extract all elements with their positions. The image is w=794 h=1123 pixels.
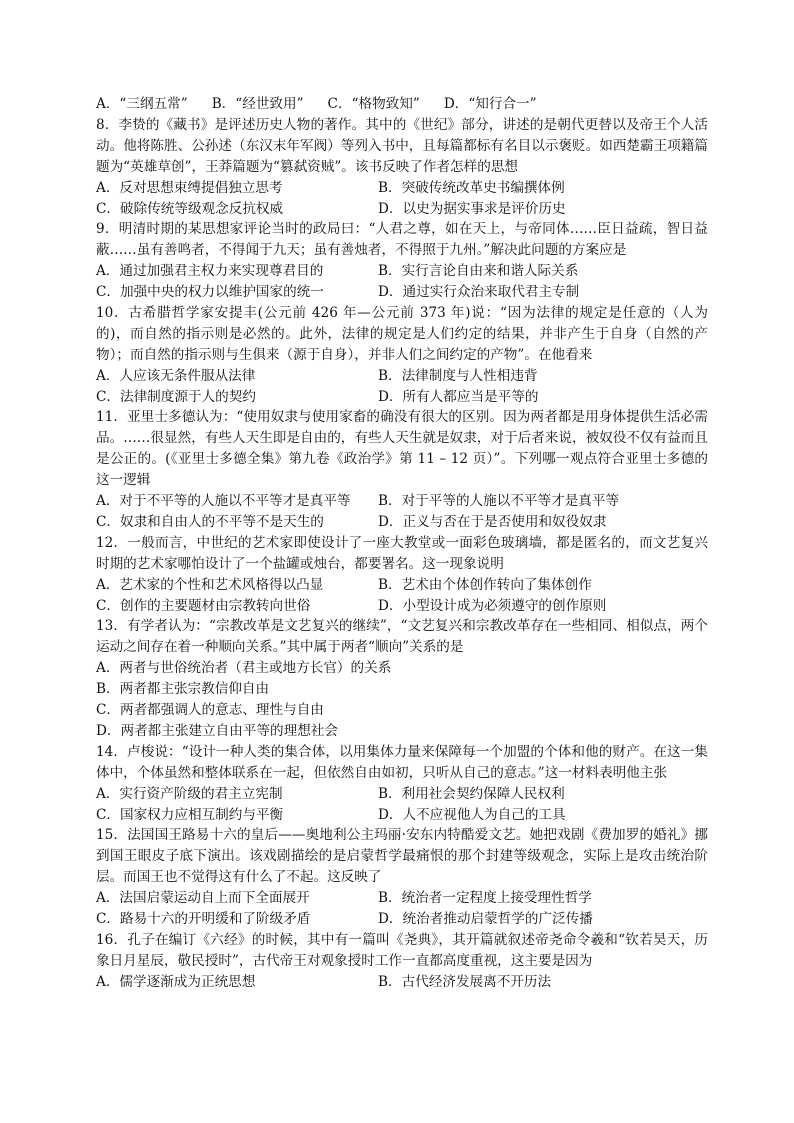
question-stem: 11．亚里士多德认为：“使用奴隶与使用家畜的确没有很大的区别。因为两者都是用身体提供生活必需品。……很显然，有些人天生即是自由的，有些人天生就是奴隶，对于后者来说，被奴役不仅有益而且是公正的。(《亚里士多德全集》第九卷《政治学》第 11 – 12 页）”。下列哪一观点符合亚里士多德的这一逻辑: [96, 409, 708, 489]
option-d: D．正义与否在于是否使用和奴役奴隶: [378, 514, 607, 530]
option-row: [96, 888, 708, 909]
option-b: B．突破传统改革史书编撰体例: [378, 179, 565, 196]
option-b: B．对于平等的人施以不平等才是真平等: [378, 493, 620, 510]
option-row: [96, 512, 708, 533]
option-c: C．国家权力应相互制约与平衡: [96, 806, 284, 823]
option-d: D．以史为据实事求是评价历史: [378, 200, 566, 217]
option-b: B．两者都主张宗教信仰自由: [96, 681, 270, 698]
option-row: [96, 387, 708, 408]
option-row: [96, 261, 708, 282]
option-a: A．艺术家的个性和艺术风格得以凸显: [96, 576, 324, 593]
option-a: A．“三纲五常”: [96, 96, 188, 112]
option-row: [96, 199, 708, 220]
option-a: A．儒学逐渐成为正统思想: [96, 973, 256, 990]
option-c: C．法律制度源于人的契约: [96, 388, 256, 405]
option-row: [96, 491, 708, 512]
option-a: A．两者与世俗统治者（君主或地方长官）的关系: [96, 660, 392, 677]
option-a: A．反对思想束缚提倡独立思考: [96, 179, 283, 196]
question-stem: 10．古希腊哲学家安提丰(公元前 426 年—公元前 373 年)说：“因为法律的规定是任意的（人为的)，而自然的指示则是必然的。此外，法律的规定是人们约定的结果，并非产生于自身（自然的产物）；而自然的指示则与生俱来（源于自身），并非人们之间约定的产物”。在他看来: [96, 304, 708, 363]
option-c: C．破除传统等级观念反抗权威: [96, 200, 284, 217]
question-stem: 14．卢梭说：“设计一种人类的集合体，以用集体力量来保障每一个加盟的个体和他的财产。在这一集体中，个体虽然和整体联系在一起，但依然自由如初，只听从自己的意志。”这一材料表明他主张: [96, 743, 708, 781]
option-d: D．小型设计成为必须遵守的创作原则: [378, 597, 607, 614]
option-b: B．古代经济发展离不开历法: [378, 973, 552, 990]
exam-page: [96, 94, 708, 993]
option-a: A．人应该无条件服从法律: [96, 367, 256, 384]
option-a: A．实行资产阶级的君主立宪制: [96, 785, 283, 802]
option-c: C．奴隶和自由人的不平等不是天生的: [96, 514, 324, 530]
option-d: D．通过实行众治来取代君主专制: [378, 284, 580, 301]
question-stem: 15．法国国王路易十六的皇后——奥地利公主玛丽·安东内特酷爱文艺。她把戏剧《费加罗的婚礼》挪到国王眼皮子底下演出。该戏剧描绘的是启蒙哲学最痛恨的那个封建等级观念，实际上是攻击统治阶层。而国王也不觉得这有什么了不起。这反映了: [96, 827, 708, 886]
option-d: D．人不应视他人为自己的工具: [378, 806, 566, 823]
option-a: A．法国启蒙运动自上而下全面展开: [96, 890, 310, 907]
option-row: [96, 596, 708, 617]
option-row: [96, 909, 708, 930]
option-d: D．统治者推动启蒙哲学的广泛传播: [378, 911, 593, 928]
option-c: C．路易十六的开明缓和了阶级矛盾: [96, 911, 311, 928]
question-stem: 12．一般而言，中世纪的艺术家即使设计了一座大教堂或一面彩色玻璃墙，都是匿名的，而文艺复兴时期的艺术家哪怕设计了一个盐罐或烛台，都要署名。这一现象说明: [96, 534, 708, 572]
option-row: [96, 784, 708, 805]
option-c: C．两者都强调人的意志、理性与自由: [96, 702, 324, 719]
option-b: B．法律制度与人性相违背: [378, 367, 538, 384]
option-b: B．艺术由个体创作转向了集体创作: [378, 576, 592, 593]
option-d: D．两者都主张建立自由平等的理想社会: [96, 722, 338, 739]
option-a: A．对于不平等的人施以不平等才是真平等: [96, 493, 351, 510]
option-c: C．加强中央的权力以维护国家的统一: [96, 284, 324, 301]
option-d: D．“知行合一”: [443, 96, 537, 112]
option-row: [96, 805, 708, 826]
question-stem: 9．明清时期的某思想家评论当时的政局曰：“人君之尊，如在天上，与帝同体……臣日益疏，智日益蔽……虽有善鸣者，不得闻于九天；虽有善烛者，不得照于九州。”解决此问题的方案应是: [96, 221, 708, 259]
option-b: B．“经世致用”: [211, 96, 304, 112]
option-row: [96, 282, 708, 303]
option-row: [96, 972, 708, 993]
question-stem: 8．李贽的《藏书》是评述历史人物的著作。其中的《世纪》部分，讲述的是朝代更替以及帝王个人活动。他将陈胜、公孙述（东汉末年军阀）等列入书中，且每篇都标有名目以示褒贬。如西楚霸王项籍篇题为“英雄草创”，王莽篇题为“篡弑资贼”。该书反映了作者怎样的思想: [96, 116, 708, 175]
option-b: B．利用社会契约保障人民权利: [378, 785, 565, 802]
option-row: [96, 178, 708, 199]
option-d: D．所有人都应当是平等的: [378, 388, 539, 405]
question-stem: 13．有学者认为：“宗教改革是文艺复兴的继续”，“文艺复兴和宗教改革存在一些相同、相似点，两个运动之间存在着一种顺向关系。”其中属于两者“顺向”关系的是: [96, 618, 708, 656]
option-b: B．实行言论自由来和谐人际关系: [378, 263, 579, 280]
option-c: C．创作的主要题材由宗教转向世俗: [96, 597, 311, 614]
option-row: [96, 366, 708, 387]
question-stem: 16．孔子在编订《六经》的时候，其中有一篇叫《尧典》，其开篇就叙述帝尧命令羲和“钦若昊天，历象日月星辰，敬民授时”，古代帝王对观象授时工作一直都高度重视，这主要是因为: [96, 931, 708, 969]
q7-options: [96, 94, 708, 115]
option-row: [96, 575, 708, 596]
option-a: A．通过加强君主权力来实现尊君目的: [96, 263, 324, 280]
option-c: C．“格物致知”: [327, 96, 420, 112]
option-b: B．统治者一定程度上接受理性哲学: [378, 890, 592, 907]
